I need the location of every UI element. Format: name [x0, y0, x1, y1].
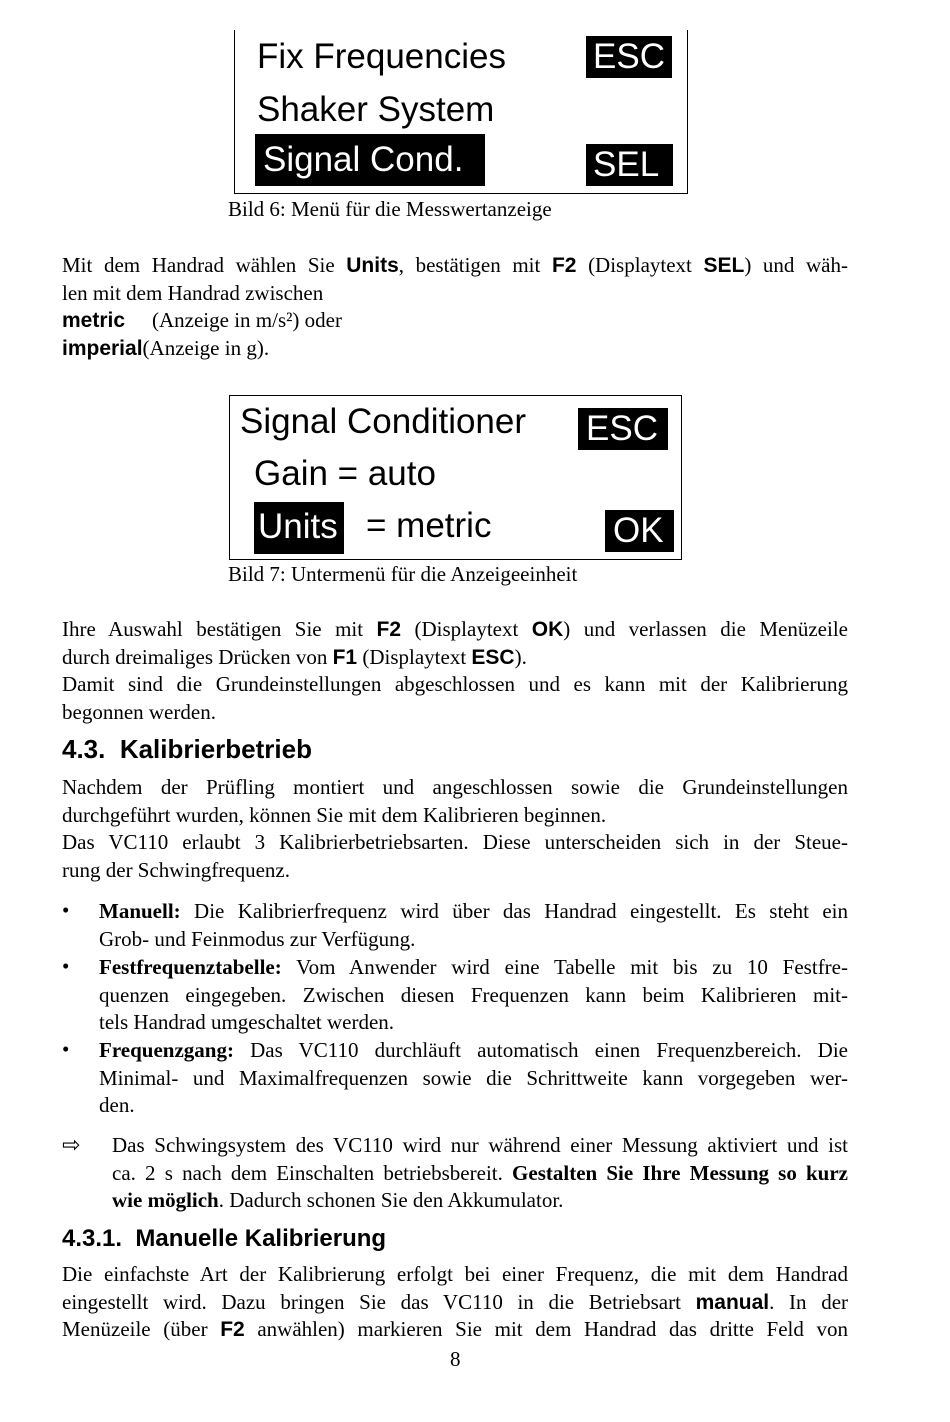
- bullet-item-festfrequenztabelle: Festfrequenztabelle: Vom Anwender wird eine Tabelle mit bis zu 10 Festfre- quenzen eingegeben. Zwischen diesen Frequenzen kann beim Kalibrieren mit- tels Handrad umgeschaltet werden.: [99, 954, 848, 1037]
- note-arrow-icon: ⇨: [62, 1132, 81, 1157]
- lcd-esc-softkey: ESC: [578, 408, 668, 450]
- lcd-units-selected: Units: [254, 502, 344, 554]
- paragraph-intro-calibration: [62, 774, 848, 884]
- bullet-text-l3: tels Handrad umgeschaltet werden.: [99, 1010, 395, 1034]
- bullet-text-l2: Minimal- und Maximalfrequenzen sowie die Schrittweite kann vorgegeben wer-: [99, 1065, 848, 1090]
- bullet-text-l2: quenzen eingegeben. Zwischen diesen Frequenzen kann beim Kalibrieren mit-: [99, 982, 848, 1007]
- paragraph-line: begonnen werden.: [62, 699, 216, 724]
- bullet-text-l3: den.: [99, 1093, 135, 1117]
- section-heading-4-3-1: 4.3.1. Manuelle Kalibrierung: [62, 1225, 387, 1252]
- figure7-lcd-display: [229, 395, 682, 560]
- bullet-dot: •: [62, 898, 70, 922]
- lcd-menu-item-signal-cond-selected: Signal Cond.: [255, 134, 485, 186]
- lcd-title-signal-conditioner: Signal Conditioner: [240, 402, 527, 441]
- page-number: 8: [450, 1347, 461, 1371]
- paragraph-line: eingestellt wird. Dazu bringen Sie das VC110 in die Betriebsart manual. In der: [62, 1289, 849, 1314]
- bullet-text-l1: Das VC110 durchläuft automatisch einen Frequenzbereich. Die: [233, 1038, 848, 1062]
- lcd-menu-item-shaker-system: Shaker System: [257, 90, 495, 129]
- option-metric: metric (Anzeige in m/s²) oder: [62, 308, 342, 332]
- paragraph-line: durchgeführt wurden, können Sie mit dem Kalibrieren beginnen.: [62, 802, 607, 827]
- figure6-caption: Bild 6: Menü für die Messwertanzeige: [228, 197, 552, 221]
- bullet-dot: •: [62, 1037, 70, 1061]
- paragraph-line: len mit dem Handrad zwischen: [62, 280, 324, 305]
- figure6-lcd-display: [234, 30, 688, 194]
- note-line: ca. 2 s nach dem Einschalten betriebsbereit. Gestalten Sie Ihre Messung so kurz: [112, 1160, 849, 1185]
- paragraph-units-selection: [62, 252, 848, 362]
- paragraph-manual-calibration: [62, 1261, 848, 1344]
- paragraph-line: Ihre Auswahl bestätigen Sie mit F2 (Displaytext OK) und verlassen die Menüzeile: [62, 617, 848, 641]
- note-battery: [112, 1132, 848, 1215]
- paragraph-line: durch dreimaliges Drücken von F1 (Displaytext ESC).: [62, 644, 527, 669]
- paragraph-line: rung der Schwingfrequenz.: [62, 857, 291, 882]
- paragraph-line: Damit sind die Grundeinstellungen abgeschlossen und es kann mit der Kalibrierung: [62, 672, 848, 696]
- paragraph-line: Mit dem Handrad wählen Sie Units, bestätigen mit F2 (Displaytext SEL) und wäh-: [62, 253, 848, 277]
- section-heading-4-3: 4.3. Kalibrierbetrieb: [62, 734, 312, 764]
- bullet-dot: •: [62, 954, 70, 978]
- paragraph-line: Nachdem der Prüfling montiert und angeschlossen sowie die Grundeinstellungen: [62, 775, 848, 799]
- paragraph-confirm-selection: [62, 616, 848, 726]
- figure7-caption: Bild 7: Untermenü für die Anzeigeeinheit: [228, 562, 578, 586]
- bullet-item-manuell: Manuell: Die Kalibrierfrequenz wird über das Handrad eingestellt. Es steht ein Grob- und Feinmodus zur Verfügung.: [99, 899, 848, 951]
- note-line: wie möglich. Dadurch schonen Sie den Akkumulator.: [112, 1188, 564, 1212]
- bullet-item-frequenzgang: Frequenzgang: Das VC110 durchläuft automatisch einen Frequenzbereich. Die Minimal- und Maximalfrequenzen sowie die Schrittweite kann vorgegeben wer- den.: [99, 1037, 848, 1120]
- paragraph-line: Menüzeile (über F2 anwählen) markieren Sie mit dem Handrad das dritte Feld von: [62, 1317, 848, 1341]
- paragraph-line: Die einfachste Art der Kalibrierung erfolgt bei einer Frequenz, die mit dem Handrad: [62, 1262, 848, 1286]
- lcd-menu-item-fix-frequencies: Fix Frequencies: [257, 37, 506, 76]
- bullet-text-l1: Vom Anwender wird eine Tabelle mit bis zu 10 Festfre-: [281, 955, 848, 979]
- lcd-units-value: = metric: [366, 506, 492, 545]
- lcd-gain-setting: Gain = auto: [254, 454, 436, 493]
- lcd-sel-softkey: SEL: [586, 144, 673, 186]
- lcd-ok-softkey: OK: [605, 510, 674, 552]
- lcd-esc-softkey: ESC: [586, 36, 672, 78]
- paragraph-line: Das VC110 erlaubt 3 Kalibrierbetriebsarten. Diese unterscheiden sich in der Steue-: [62, 830, 848, 854]
- note-line: Das Schwingsystem des VC110 wird nur während einer Messung aktiviert und ist: [112, 1133, 848, 1157]
- option-imperial: imperial(Anzeige in g).: [62, 335, 270, 360]
